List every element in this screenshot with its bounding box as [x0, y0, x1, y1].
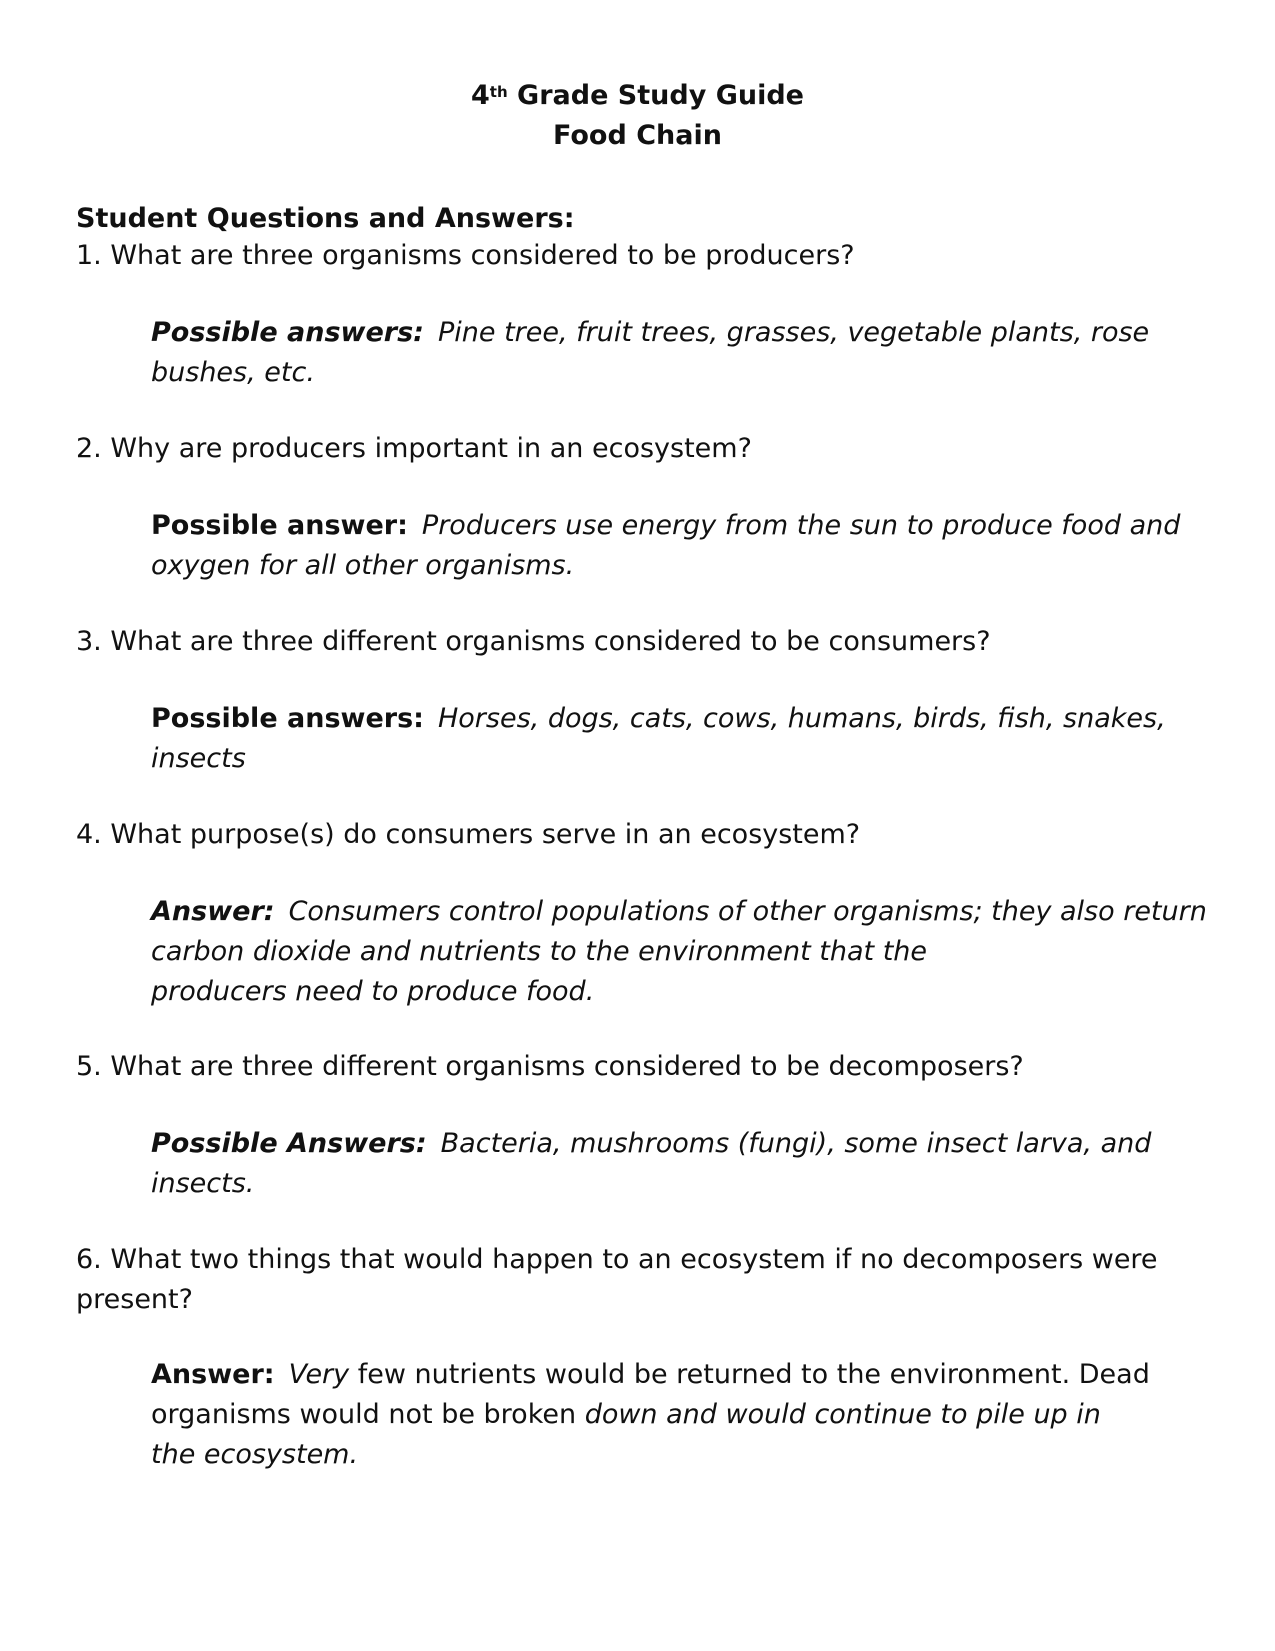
question-5: 5. What are three different organisms considered to be decomposers?: [76, 1051, 1024, 1082]
answer-label: Possible answers:: [151, 317, 424, 348]
answer-text: Horses, dogs, cats, cows, humans, birds, fish, snakes, insects: [151, 703, 1166, 774]
question-6: 6. What two things that would happen to an ecosystem if no decomposers were present?: [76, 1244, 1158, 1315]
page-subtitle: Food Chain: [553, 120, 722, 151]
question-1: 1. What are three organisms considered to be producers?: [76, 240, 855, 271]
answer-1: [151, 313, 1211, 393]
answer-text-line-1: Consumers control populations of other organisms; they also return: [288, 896, 1207, 927]
answer-label: Possible answers:: [151, 703, 424, 734]
answer-text-part-3: down and would continue to pile up in the ecosystem.: [151, 1399, 1101, 1470]
answer-text-line-3: producers need to produce food.: [151, 976, 595, 1007]
title-grade-number: 4: [471, 80, 490, 111]
answer-2: [151, 506, 1211, 586]
answer-text: Pine tree, fruit trees, grasses, vegetable plants, rose bushes, etc.: [151, 317, 1150, 388]
question-2: 2. Why are producers important in an ecosystem?: [76, 433, 752, 464]
question-3: 3. What are three different organisms considered to be consumers?: [76, 626, 991, 657]
answer-label: Answer:: [151, 896, 275, 927]
answer-label: Answer:: [151, 1359, 275, 1390]
section-heading: Student Questions and Answers:: [76, 203, 575, 234]
title-superscript: th: [489, 83, 508, 101]
answer-text: Bacteria, mushrooms (fungi), some insect larva, and insects.: [151, 1128, 1152, 1199]
question-4: 4. What purpose(s) do consumers serve in an ecosystem?: [76, 819, 861, 850]
answer-4: [151, 892, 1251, 1012]
answer-6: [151, 1355, 1151, 1475]
answer-label: Possible Answers:: [151, 1128, 427, 1159]
answer-text: Producers use energy from the sun to produce food and oxygen for all other organisms.: [151, 510, 1181, 581]
answer-text-part-1: Very: [288, 1359, 350, 1390]
answer-label: Possible answer:: [151, 510, 408, 541]
page-title: [0, 76, 1275, 116]
title-text: Grade Study Guide: [507, 80, 804, 111]
answer-text-part-2: few nutrients would be returned to the environment. Dead organisms would not be broken: [151, 1359, 1150, 1430]
answer-text-line-2: carbon dioxide and nutrients to the environment that the: [151, 936, 927, 967]
answer-3: [151, 699, 1211, 779]
answer-5: [151, 1124, 1211, 1204]
